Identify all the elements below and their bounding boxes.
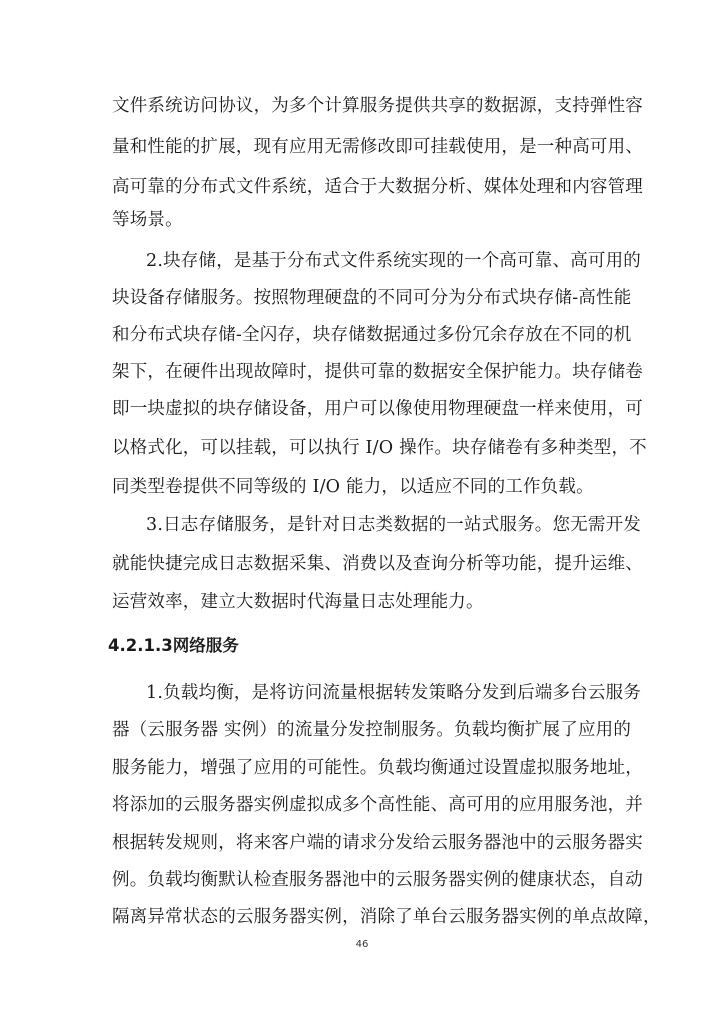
paragraph-line: 例。负载均衡默认检查服务器池中的云服务器实例的健康状态，自动: [112, 870, 643, 890]
paragraph-line: 文件系统访问协议，为多个计算服务提供共享的数据源，支持弹性容: [112, 96, 643, 116]
paragraph-line: 2.块存储，是基于分布式文件系统实现的一个高可靠、高可用的: [146, 251, 641, 271]
paragraph-line: 器（云服务器 实例）的流量分发控制服务。负载均衡扩展了应用的: [112, 720, 632, 740]
paragraph-line: 1.负载均衡，是将访问流量根据转发策略分发到后端多台云服务: [146, 683, 641, 703]
page-number: 46: [355, 939, 369, 950]
paragraph-line: 即一块虚拟的块存储设备，用户可以像使用物理硬盘一样来使用，可: [112, 399, 643, 419]
paragraph-line: 量和性能的扩展，现有应用无需修改即可挂载使用，是一种高可用、: [112, 137, 643, 157]
paragraph-line: 将添加的云服务器实例虚拟成多个高性能、高可用的应用服务池，并: [112, 795, 643, 815]
paragraph-line: 同类型卷提供不同等级的 I/O 能力，以适应不同的工作负载。: [112, 477, 594, 497]
paragraph-line: 3.日志存储服务，是针对日志类数据的一站式服务。您无需开发: [146, 515, 641, 535]
paragraph-line: 服务能力，增强了应用的可能性。负载均衡通过设置虚拟服务地址，: [112, 758, 643, 778]
paragraph-line: 高可靠的分布式文件系统，适合于大数据分析、媒体处理和内容管理: [112, 177, 643, 197]
paragraph-line: 以格式化，可以挂载，可以执行 I/O 操作。块存储卷有多种类型，不: [112, 438, 647, 458]
section-heading: 4.2.1.3网络服务: [108, 636, 239, 655]
paragraph-line: 等场景。: [112, 210, 183, 230]
paragraph-line: 根据转发规则，将来客户端的请求分发给云服务器池中的云服务器实: [112, 833, 643, 853]
paragraph-line: 隔离异常状态的云服务器实例，消除了单台云服务器实例的单点故障，: [112, 907, 661, 927]
paragraph-line: 块设备存储服务。按照物理硬盘的不同可分为分布式块存储-高性能: [112, 288, 632, 308]
paragraph-line: 和分布式块存储-全闪存，块存储数据通过多份冗余存放在不同的机: [112, 325, 632, 345]
paragraph-line: 架下，在硬件出现故障时，提供可靠的数据安全保护能力。块存储卷: [112, 362, 643, 382]
paragraph-line: 就能快捷完成日志数据采集、消费以及查询分析等功能，提升运维、: [112, 554, 643, 574]
paragraph-line: 运营效率，建立大数据时代海量日志处理能力。: [112, 592, 484, 612]
